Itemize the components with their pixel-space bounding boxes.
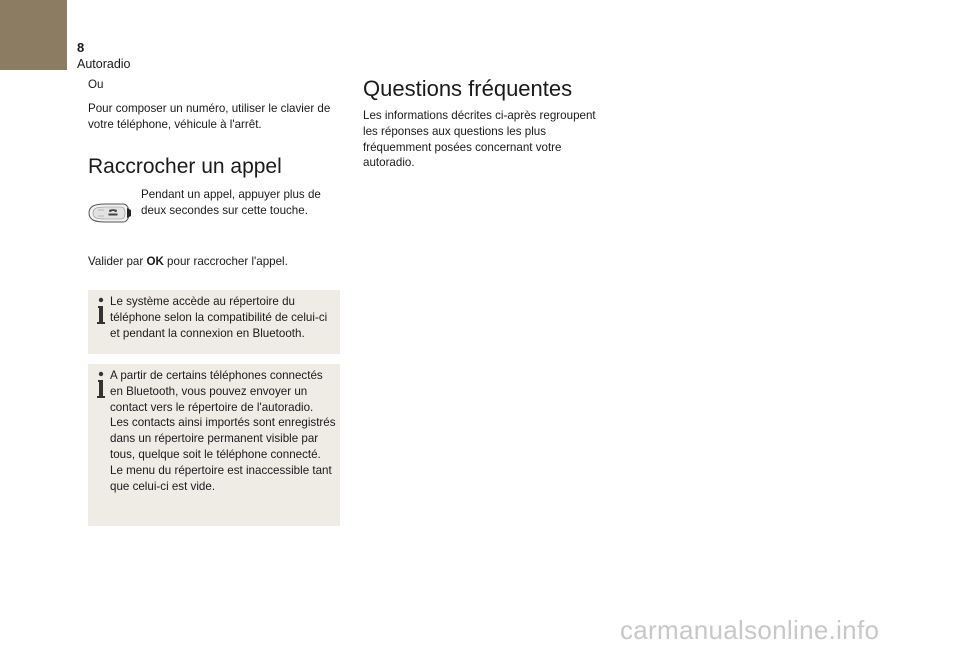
info-box-directory-access — [88, 290, 340, 354]
info-icon — [94, 296, 108, 326]
validate-instruction — [88, 254, 288, 270]
phone-hangup-key-icon — [85, 200, 133, 226]
hangup-heading: Raccrocher un appel — [88, 155, 282, 178]
info-box-2-line-c: Le menu du répertoire est inaccessible tant que celui-ci est vide. — [110, 463, 332, 493]
info-box-2-line-a: A partir de certains téléphones connectés en Bluetooth, vous pouvez envoyer un contact vers le répertoire de l'autoradio. — [110, 369, 323, 414]
info-box-1-text: Le système accède au répertoire du téléphone selon la compatibilité de celui-ci et pendant la connexion en Bluetooth. — [110, 295, 328, 340]
ok-key-label: OK — [146, 255, 164, 268]
info-box-contact-import — [88, 364, 340, 526]
validate-suffix: pour raccrocher l'appel. — [163, 255, 288, 268]
page-tab-marker — [0, 0, 67, 70]
info-icon — [94, 370, 108, 400]
faq-intro-text: Les informations décrites ci-après regroupent les réponses aux questions les plus fréquemment posées concernant votre autoradio. — [363, 109, 596, 170]
or-text: Ou — [88, 78, 104, 91]
hold-key-instruction: Pendant un appel, appuyer plus de deux secondes sur cette touche. — [141, 188, 321, 217]
info-box-2-text — [110, 368, 338, 494]
faq-heading: Questions fréquentes — [363, 76, 573, 101]
watermark: carmanualsonline.info — [620, 615, 880, 645]
validate-prefix: Valider par — [88, 255, 147, 268]
compose-number-text: Pour composer un numéro, utiliser le clavier de votre téléphone, véhicule à l'arrêt. — [88, 102, 331, 131]
page-number: 8 — [77, 40, 85, 55]
section-label: Autoradio — [77, 57, 131, 71]
info-box-2-line-b: Les contacts ainsi importés sont enregistrés dans un répertoire permanent visible par tous, quelque soit le téléphone connecté. — [110, 416, 336, 461]
